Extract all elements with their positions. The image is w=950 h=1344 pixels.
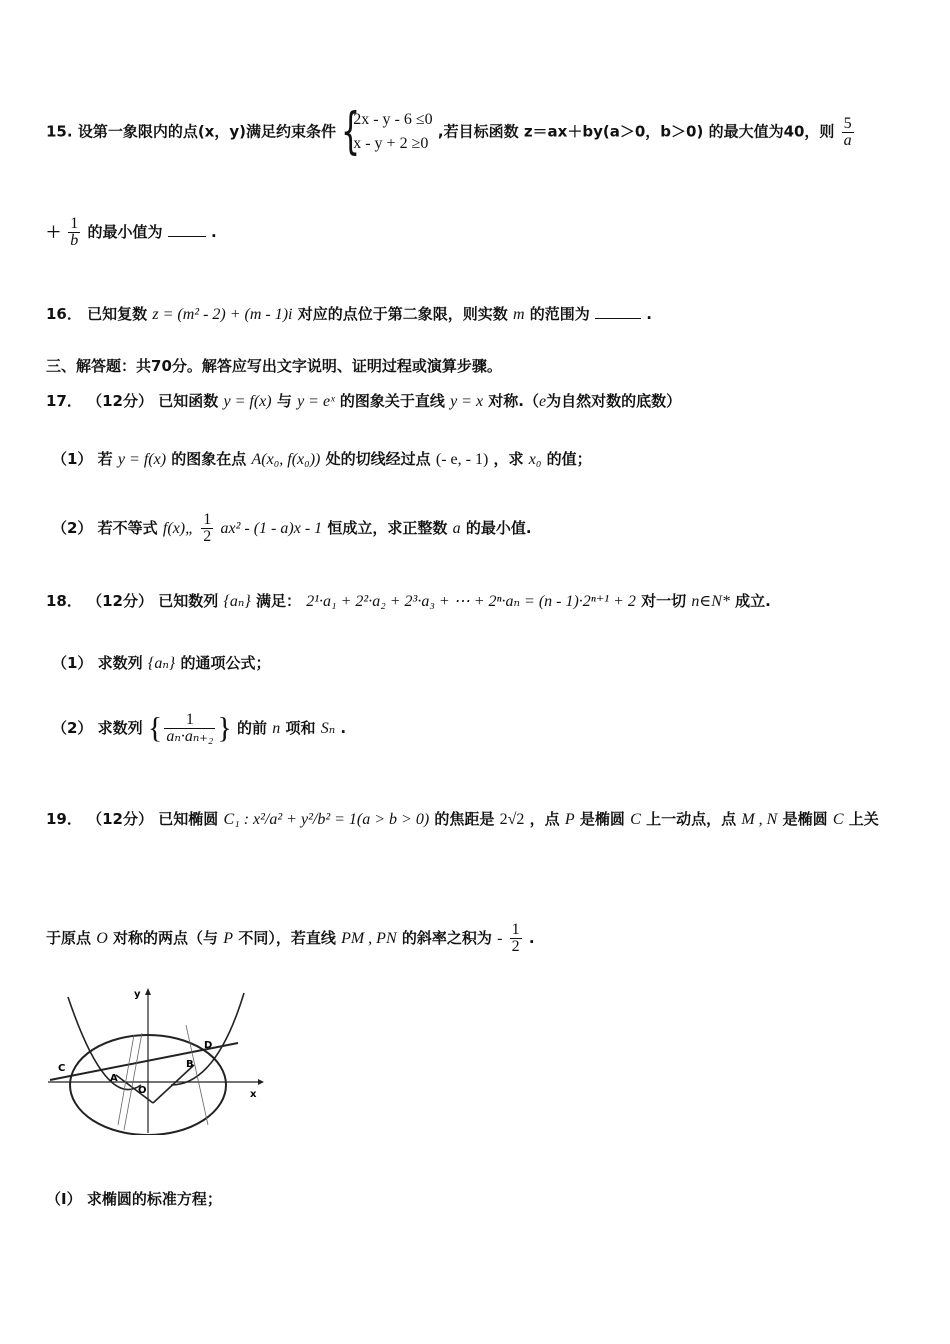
q18-p2-frac-num: 1 xyxy=(185,711,194,728)
q18-text-d: 成立. xyxy=(735,592,771,610)
q18-number: 18． xyxy=(46,592,82,610)
q17-p1-d: ，求 xyxy=(493,450,524,468)
line-pn xyxy=(153,1065,194,1103)
q19-points: （12分） xyxy=(87,810,153,828)
q17-p2-rest: ax² - (1 - a)x - 1 xyxy=(220,520,323,537)
q17-p1-point2: (- e, - 1) xyxy=(435,451,489,468)
q17-p2-f: f(x)„ xyxy=(162,520,195,537)
q16-end: . xyxy=(646,305,652,323)
q19-text-d: 是椭圆 xyxy=(579,810,625,828)
q15-text-d: 的最小值为 xyxy=(87,223,163,241)
q19-text-b: 的焦距是 xyxy=(434,810,495,828)
q15-frac2-num: 1 xyxy=(70,215,79,232)
q15-plus: ＋ xyxy=(46,223,62,241)
q17-part1 xyxy=(52,452,592,468)
q19-slope-num: 1 xyxy=(511,921,520,938)
q19-text-j: 不同），若直线 xyxy=(238,929,336,947)
label-o: O xyxy=(138,1085,147,1096)
q18-cond: n∈N* xyxy=(691,593,730,610)
q17-f1: y = f(x) xyxy=(223,393,272,410)
q19-text-a: 已知椭圆 xyxy=(158,810,219,828)
q15-objective: z＝ax＋by(a＞0，b＞0) xyxy=(523,122,704,141)
q18-p2-c: 项和 xyxy=(285,719,316,737)
q19-o: O xyxy=(96,930,108,947)
q19-part1 xyxy=(46,1192,222,1207)
q15-line1 xyxy=(46,102,856,160)
q19-c2: C xyxy=(832,811,844,828)
q17-part2 xyxy=(52,512,532,545)
label-b: B xyxy=(186,1059,194,1070)
q19-focal: 2√2 xyxy=(499,811,525,828)
q15-frac2-den: b xyxy=(70,232,79,249)
q17-p1-b: 的图象在点 xyxy=(171,450,247,468)
q19-slope-sign: - xyxy=(497,930,503,947)
q16-var: m xyxy=(512,306,525,323)
q19-p1-label: （Ⅰ） xyxy=(46,1190,82,1208)
q19-line1 xyxy=(46,812,879,828)
q18-points: （12分） xyxy=(87,592,153,610)
q19-text-g: 上关 xyxy=(848,810,879,828)
q17-p1-a: 若 xyxy=(97,450,113,468)
q15-text-b: ,若目标函数 xyxy=(437,122,519,141)
q16-formula: z = (m² - 2) + (m - 1)i xyxy=(152,306,293,323)
q19-p2: P xyxy=(223,930,234,947)
x-axis-arrow-icon xyxy=(258,1079,264,1085)
q19-slope-den: 2 xyxy=(511,938,520,955)
q18-text-a: 已知数列 xyxy=(158,592,219,610)
q15-constraint-1: 2x - y - 6 ≤0 xyxy=(353,111,433,128)
q18-p2-frac-den: aₙ·aₙ₊₂ xyxy=(166,728,214,745)
q15-answer-blank[interactable] xyxy=(168,224,206,237)
q19-c: C xyxy=(630,811,641,828)
q17-text-e: 为自然对数的底数） xyxy=(546,392,682,410)
q15-frac1-den: a xyxy=(843,131,852,149)
q18-p2-frac xyxy=(164,712,215,745)
q17-p1-f: y = f(x) xyxy=(117,451,167,468)
q15-frac-5-over-a xyxy=(842,116,854,149)
ellipse-diagram xyxy=(46,985,266,1135)
q18-p1-seq: {aₙ} xyxy=(147,655,176,672)
q15-text-a: 设第一象限内的点(x，y)满足约束条件 xyxy=(77,122,336,141)
label-c: C xyxy=(58,1063,66,1074)
q16-text-a: 已知复数 xyxy=(87,305,148,323)
q17-p1-label: （1） xyxy=(52,450,93,468)
q17-text-d: 对称.（ xyxy=(488,392,539,410)
q17-p1-c: 处的切线经过点 xyxy=(325,450,431,468)
q17-p2-c: 的最小值. xyxy=(465,519,532,537)
q18-p1-a: 求数列 xyxy=(97,654,143,672)
q15-frac-1-over-b xyxy=(68,216,80,249)
q18-p1-b: 的通项公式； xyxy=(180,654,271,672)
q18-p2-brace-close: } xyxy=(217,711,232,745)
q16-text-c: 的范围为 xyxy=(529,305,590,323)
q17-p2-frac xyxy=(201,512,213,545)
q17-p2-frac-den: 2 xyxy=(203,528,212,545)
q17-text-a: 已知函数 xyxy=(158,392,219,410)
q15-text-c: 的最大值为40，则 xyxy=(708,122,835,141)
q19-number: 19． xyxy=(46,810,82,828)
q18-equation: 2¹·a₁ + 2²·a₂ + 2³·a₃ + ⋯ + 2ⁿ·aₙ = (n - 1)·2ⁿ⁺¹ + 2 xyxy=(306,593,636,610)
q17-points: （12分） xyxy=(87,392,153,410)
q17-text-c: 的图象关于直线 xyxy=(339,392,445,410)
q17-p2-label: （2） xyxy=(52,519,93,537)
q18-p2-s: Sₙ xyxy=(320,720,336,737)
q19-end: . xyxy=(528,929,535,947)
q17-p2-b: 恒成立，求正整数 xyxy=(327,519,448,537)
q19-text-k: 的斜率之积为 xyxy=(401,929,492,947)
q19-figure xyxy=(46,985,266,1139)
q17-line xyxy=(46,394,681,410)
q17-e: e xyxy=(539,393,547,410)
q18-p2-label: （2） xyxy=(52,719,93,737)
aux-line-1 xyxy=(118,1035,134,1125)
q19-text-i: 对称的两点（与 xyxy=(113,929,219,947)
q16-text-b: 对应的点位于第二象限，则实数 xyxy=(297,305,508,323)
label-y: y xyxy=(134,989,141,1000)
q19-text-h: 于原点 xyxy=(46,929,92,947)
q16-answer-blank[interactable] xyxy=(595,306,641,319)
q17-p1-e: 的值； xyxy=(546,450,592,468)
q17-p1-point: A(x₀, f(x₀)) xyxy=(251,451,321,468)
q17-p2-a: 若不等式 xyxy=(97,519,158,537)
q19-text-f: 是椭圆 xyxy=(782,810,828,828)
q18-seq: {aₙ} xyxy=(223,593,251,610)
q15-end: . xyxy=(210,223,217,241)
q19-lines: PM , PN xyxy=(341,930,397,947)
q15-constraint-system xyxy=(341,102,433,160)
q19-text-c: ，点 xyxy=(529,810,560,828)
label-a: A xyxy=(110,1073,118,1084)
q18-text-c: 对一切 xyxy=(641,592,687,610)
q15-line2 xyxy=(46,216,217,249)
q16-number: 16． xyxy=(46,305,82,323)
q18-p1-label: （1） xyxy=(52,654,93,672)
q18-p2-b: 的前 xyxy=(236,719,267,737)
q16-line xyxy=(46,306,652,323)
q17-f3: y = x xyxy=(450,393,484,410)
q17-number: 17． xyxy=(46,392,82,410)
q19-p: P xyxy=(564,811,575,828)
label-d: D xyxy=(204,1040,213,1051)
q17-text-b: 与 xyxy=(276,392,292,410)
q19-slope-frac xyxy=(510,922,522,955)
q19-ellipse: C₁ : x²/a² + y²/b² = 1(a > b > 0) xyxy=(223,811,430,828)
q19-line2 xyxy=(46,922,535,955)
q17-p2-frac-num: 1 xyxy=(203,511,212,528)
q18-p2-n: n xyxy=(272,720,281,737)
q18-p2-end: . xyxy=(340,719,347,737)
q18-line xyxy=(46,594,771,610)
q18-part2 xyxy=(52,712,346,745)
q18-part1 xyxy=(52,656,270,672)
y-axis-arrow-icon xyxy=(145,988,151,995)
q18-p2-a: 求数列 xyxy=(97,719,143,737)
section3-heading: 三、解答题：共70分。解答应写出文字说明、证明过程或演算步骤。 xyxy=(46,357,502,375)
q19-p1-text: 求椭圆的标准方程； xyxy=(86,1190,222,1208)
q19-text-e: 上一动点，点 xyxy=(646,810,737,828)
q18-text-b: 满足： xyxy=(255,592,301,610)
q15-frac1-num: 5 xyxy=(843,114,852,132)
q17-p1-x0: x₀ xyxy=(528,451,542,468)
label-x: x xyxy=(250,1089,257,1100)
q15-constraint-2: x - y + 2 ≥0 xyxy=(353,135,429,152)
q18-p2-brace-open: { xyxy=(147,711,163,745)
q19-mn: M , N xyxy=(741,811,778,828)
brace-icon: { xyxy=(341,102,361,160)
q15-number: 15. xyxy=(46,122,73,141)
q17-p2-a-var: a xyxy=(452,520,461,537)
q17-f2: y = eˣ xyxy=(297,393,335,410)
